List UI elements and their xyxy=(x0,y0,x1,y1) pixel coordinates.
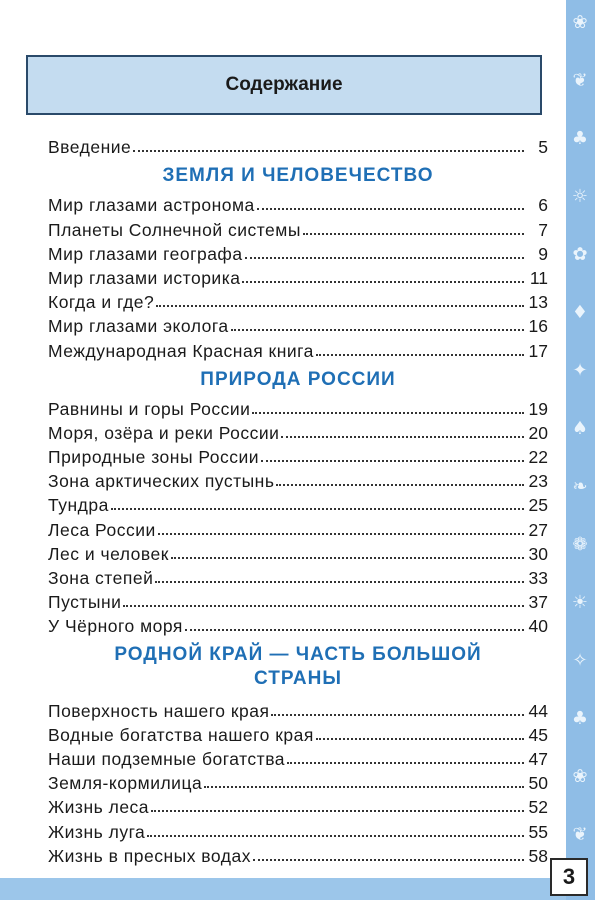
toc-entry-title: Леса России xyxy=(48,519,156,540)
toc-entry-title: Международная Красная книга xyxy=(48,340,314,361)
toc-entry-title: Тундра xyxy=(48,495,109,516)
toc-entry-title: Поверхность нашего края xyxy=(48,700,270,721)
toc-leader-dots xyxy=(242,281,524,283)
toc-entry-title: Жизнь леса xyxy=(48,797,150,818)
toc-entry[interactable] xyxy=(48,541,548,565)
toc-entry[interactable] xyxy=(48,420,548,444)
flower-icon: ✿ xyxy=(572,244,588,265)
toc-leader-dots xyxy=(276,484,524,486)
section-heading: ЗЕМЛЯ И ЧЕЛОВЕЧЕСТВО xyxy=(162,165,434,187)
toc-leader-dots xyxy=(231,329,524,331)
toc-entry-page: 16 xyxy=(528,316,548,337)
toc-entry-page: 27 xyxy=(528,519,548,540)
toc-entry-page: 20 xyxy=(528,422,548,443)
toc-entry[interactable] xyxy=(48,216,548,240)
toc-entry[interactable] xyxy=(48,794,548,818)
toc-entry-title: У Чёрного моря xyxy=(48,616,183,637)
toc-entry-intro[interactable] xyxy=(48,134,548,158)
toc-leader-dots xyxy=(303,233,524,235)
toc-entry-title: Жизнь в пресных водах xyxy=(48,845,251,866)
toc-entry[interactable] xyxy=(48,770,548,794)
toc-entry-page: 47 xyxy=(528,748,548,769)
toc-entry-page: 23 xyxy=(528,471,548,492)
page-number: 3 xyxy=(550,858,588,896)
toc-entry[interactable] xyxy=(48,843,548,867)
toc-entry-page: 40 xyxy=(528,616,548,637)
toc-entry-page: 44 xyxy=(528,700,548,721)
toc-entry-page: 55 xyxy=(528,821,548,842)
toc-leader-dots xyxy=(252,412,524,414)
toc-entry[interactable] xyxy=(48,396,548,420)
toc-entry[interactable] xyxy=(48,516,548,540)
toc-entry-title: Лес и человек xyxy=(48,543,169,564)
toc-entry-title: Наши подземные богатства xyxy=(48,748,286,769)
toc-entry[interactable] xyxy=(48,241,548,265)
toc-entry-title: Земля-кормилица xyxy=(48,773,203,794)
toc-entry[interactable] xyxy=(48,289,548,313)
toc-entry-page: 9 xyxy=(538,243,548,264)
flower-icon: ❀ xyxy=(572,12,588,33)
toc-entry[interactable] xyxy=(48,565,548,589)
toc-entry-title: Мир глазами астронома xyxy=(48,195,255,216)
toc-entry-page: 45 xyxy=(528,724,548,745)
section-heading: ПРИРОДА РОССИИ xyxy=(200,368,396,390)
drop-icon: ♦ xyxy=(571,302,589,323)
toc-entry[interactable] xyxy=(48,313,548,337)
toc-entry-page: 52 xyxy=(528,797,548,818)
toc-leader-dots xyxy=(316,354,524,356)
toc-entry-title: Мир глазами историка xyxy=(48,267,241,288)
toc-leader-dots xyxy=(171,557,524,559)
toc-entry-page: 33 xyxy=(528,568,548,588)
leaf-icon: ❧ xyxy=(572,476,588,497)
decorative-bottom-strip xyxy=(0,878,566,900)
star-icon: ✦ xyxy=(572,360,588,381)
toc-leader-dots xyxy=(158,533,524,535)
tree-icon: ♠ xyxy=(571,418,589,439)
toc-leader-dots xyxy=(133,150,524,152)
toc-entry-title: Моря, озёра и реки России xyxy=(48,422,280,443)
toc-entry-title: Введение xyxy=(48,137,132,158)
toc-entry-title: Жизнь луга xyxy=(48,821,146,842)
star-icon: ✧ xyxy=(572,650,588,671)
toc-entry-title: Мир глазами географа xyxy=(48,243,243,264)
toc-leader-dots xyxy=(147,835,524,837)
toc-entry-title: Пустыни xyxy=(48,592,122,613)
section-heading-continued: СТРАНЫ xyxy=(254,668,342,690)
leaf-icon: ❦ xyxy=(572,70,588,91)
toc-entry[interactable] xyxy=(48,613,548,637)
toc-entry-page: 50 xyxy=(528,773,548,794)
toc-entry-title: Равнины и горы России xyxy=(48,398,251,419)
toc-entry-page: 30 xyxy=(528,543,548,564)
toc-entry-page: 13 xyxy=(528,292,548,313)
toc-entry-page: 6 xyxy=(538,195,548,216)
toc-leader-dots xyxy=(281,436,524,438)
tree-icon: ♣ xyxy=(571,128,589,149)
toc-entry-page: 37 xyxy=(528,592,548,613)
toc-leader-dots xyxy=(185,629,524,631)
toc-entry-title: Когда и где? xyxy=(48,292,155,313)
toc-leader-dots xyxy=(245,257,524,259)
toc-leader-dots xyxy=(151,810,524,812)
toc-entry-page: 58 xyxy=(528,845,548,866)
toc-entry-page: 5 xyxy=(538,137,548,158)
toc-entry[interactable] xyxy=(48,265,548,289)
toc-entry[interactable] xyxy=(48,337,548,361)
toc-entry-title: Зона степей xyxy=(48,568,154,588)
toc-entry-page: 19 xyxy=(528,398,548,419)
toc-leader-dots xyxy=(155,581,524,583)
toc-entry[interactable] xyxy=(48,468,548,492)
toc-entry[interactable] xyxy=(48,492,548,516)
toc-leader-dots xyxy=(287,762,524,764)
toc-leader-dots xyxy=(316,738,524,740)
toc-leader-dots xyxy=(253,859,524,861)
toc-entry-title: Планеты Солнечной системы xyxy=(48,219,301,240)
toc-entry[interactable] xyxy=(48,818,548,842)
toc-leader-dots xyxy=(156,305,524,307)
sun-icon: ☀ xyxy=(571,592,589,613)
toc-entry[interactable] xyxy=(48,746,548,770)
toc-entry-title: Зона арктических пустынь xyxy=(48,471,275,492)
toc-entry-page: 11 xyxy=(529,267,548,288)
toc-entry[interactable] xyxy=(48,589,548,613)
toc-entry[interactable] xyxy=(48,192,548,216)
toc-entry-page: 22 xyxy=(528,447,548,468)
flower-icon: ❁ xyxy=(572,534,588,555)
sun-icon: ☼ xyxy=(571,186,589,207)
toc-leader-dots xyxy=(204,786,524,788)
section-heading: РОДНОЙ КРАЙ — ЧАСТЬ БОЛЬШОЙ xyxy=(114,644,482,666)
toc-entry-page: 25 xyxy=(528,495,548,516)
toc-entry[interactable] xyxy=(48,722,548,746)
flower-icon: ❀ xyxy=(572,766,588,787)
toc-entry-page: 17 xyxy=(528,340,548,361)
tree-icon: ♣ xyxy=(571,708,589,729)
decorative-side-strip xyxy=(566,0,595,900)
toc-entry-page: 7 xyxy=(538,219,548,240)
toc-leader-dots xyxy=(111,508,524,510)
toc-entry-title: Природные зоны России xyxy=(48,447,260,468)
toc-leader-dots xyxy=(261,460,524,462)
toc-entry-title: Водные богатства нашего края xyxy=(48,724,314,745)
page-title: Содержание xyxy=(26,55,542,115)
leaf-icon: ❦ xyxy=(572,824,588,845)
table-of-contents xyxy=(48,134,548,867)
toc-entry-title: Мир глазами эколога xyxy=(48,316,229,337)
toc-entry[interactable] xyxy=(48,697,548,721)
toc-entry[interactable] xyxy=(48,444,548,468)
toc-leader-dots xyxy=(123,605,524,607)
toc-leader-dots xyxy=(257,208,524,210)
toc-leader-dots xyxy=(271,714,524,716)
